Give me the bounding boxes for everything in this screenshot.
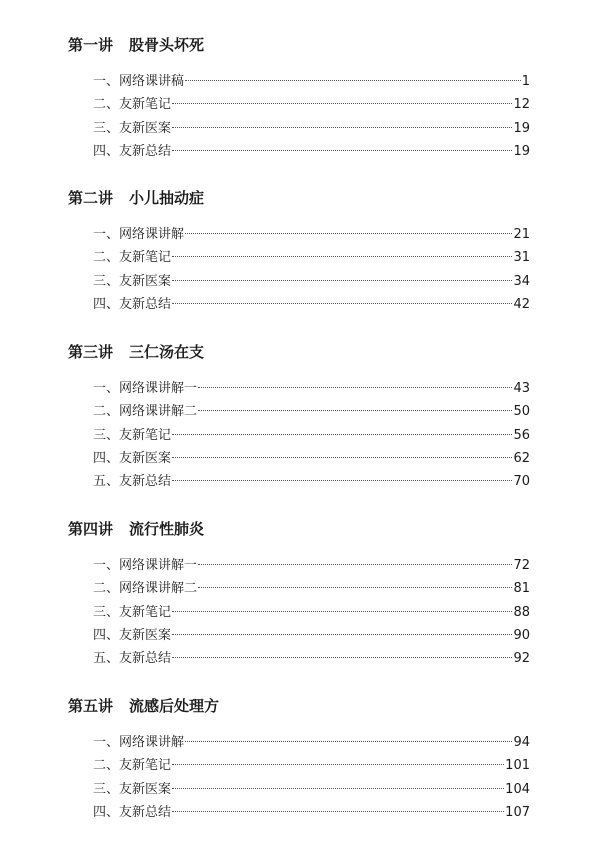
toc-entry-label: 一、网络课讲解一 <box>93 558 198 573</box>
dot-leader <box>172 764 504 765</box>
toc-entry[interactable] <box>93 601 530 624</box>
chapter-number: 第四讲 <box>68 520 114 538</box>
dot-leader <box>185 80 521 81</box>
dot-leader <box>172 788 504 789</box>
chapter-number: 第一讲 <box>68 36 114 54</box>
toc-entry-label: 一、网络课讲解一 <box>93 381 198 396</box>
dot-leader <box>172 256 512 257</box>
toc-entry-page: 72 <box>513 558 530 573</box>
dot-leader <box>198 410 512 411</box>
chapter-heading <box>68 187 530 209</box>
chapter-title: 股骨头坏死 <box>129 36 205 54</box>
toc-entry-page: 81 <box>513 581 530 597</box>
toc-entry-label: 四、友新总结 <box>93 143 172 159</box>
chapter-title: 小儿抽动症 <box>129 189 205 207</box>
dot-leader <box>172 480 512 481</box>
chapter-number: 第五讲 <box>68 697 114 715</box>
dot-leader <box>198 587 512 588</box>
toc-entry-label: 三、友新医案 <box>93 273 172 289</box>
toc-entry[interactable] <box>93 731 530 754</box>
dot-leader <box>198 564 512 565</box>
toc-entry-label: 一、网络课讲解 <box>93 227 185 242</box>
toc-entry-label: 二、友新笔记 <box>93 97 172 113</box>
dot-leader <box>172 434 512 435</box>
toc-entry-label: 四、友新总结 <box>93 804 172 820</box>
dot-leader <box>185 741 512 742</box>
chapter-4 <box>68 518 530 670</box>
dot-leader <box>185 233 512 234</box>
toc-entry[interactable] <box>93 223 530 246</box>
toc-entry-page: 88 <box>513 604 530 620</box>
chapter-2 <box>68 187 530 316</box>
toc-entry[interactable] <box>93 577 530 600</box>
toc-entry-page: 104 <box>505 781 530 797</box>
toc-entry-page: 1 <box>521 74 530 89</box>
chapter-heading <box>68 34 530 56</box>
toc-entry-page: 21 <box>513 227 530 242</box>
dot-leader <box>172 811 504 812</box>
toc-entry-label: 四、友新总结 <box>93 296 172 312</box>
chapter-number: 第二讲 <box>68 189 114 207</box>
chapter-3 <box>68 341 530 493</box>
toc-entry[interactable] <box>93 400 530 423</box>
toc-entry-page: 107 <box>505 804 530 820</box>
toc-entry[interactable] <box>93 293 530 316</box>
toc-entry-label: 三、友新医案 <box>93 781 172 797</box>
toc-entry-label: 二、友新笔记 <box>93 758 172 774</box>
toc-entry-page: 12 <box>513 97 530 113</box>
toc-entry-page: 92 <box>513 651 530 667</box>
toc-entry[interactable] <box>93 447 530 470</box>
toc-entry-page: 34 <box>513 273 530 289</box>
chapter-5 <box>68 695 530 824</box>
dot-leader <box>198 387 512 388</box>
dot-leader <box>172 611 512 612</box>
toc-entry-label: 一、网络课讲稿 <box>93 74 185 89</box>
dot-leader <box>172 280 512 281</box>
chapter-entries <box>68 70 530 163</box>
toc-entry-page: 90 <box>513 627 530 643</box>
toc-entry-label: 二、网络课讲解二 <box>93 581 198 597</box>
chapter-title: 流感后处理方 <box>129 697 220 715</box>
toc-entry-page: 19 <box>513 120 530 136</box>
toc-entry[interactable] <box>93 377 530 400</box>
toc-entry-label: 五、友新总结 <box>93 651 172 667</box>
chapter-entries <box>68 223 530 316</box>
dot-leader <box>172 303 512 304</box>
toc-entry-label: 四、友新医案 <box>93 627 172 643</box>
toc-entry-page: 101 <box>505 758 530 774</box>
dot-leader <box>172 127 512 128</box>
toc-entry-page: 31 <box>513 250 530 266</box>
toc-entry[interactable] <box>93 754 530 777</box>
toc-entry[interactable] <box>93 270 530 293</box>
toc-entry[interactable] <box>93 647 530 670</box>
toc-entry[interactable] <box>93 801 530 824</box>
chapter-number: 第三讲 <box>68 343 114 361</box>
toc-entry-page: 50 <box>513 404 530 420</box>
chapter-entries <box>68 377 530 493</box>
toc-entry-page: 56 <box>513 427 530 443</box>
toc-entry[interactable] <box>93 140 530 163</box>
toc-entry[interactable] <box>93 624 530 647</box>
toc-entry-page: 19 <box>513 143 530 159</box>
toc-entry[interactable] <box>93 554 530 577</box>
toc-entry-label: 三、友新医案 <box>93 120 172 136</box>
toc-entry-label: 三、友新笔记 <box>93 427 172 443</box>
dot-leader <box>172 457 512 458</box>
dot-leader <box>172 634 512 635</box>
toc-entry[interactable] <box>93 246 530 269</box>
toc-entry-label: 二、友新笔记 <box>93 250 172 266</box>
chapter-entries <box>68 554 530 670</box>
toc-entry[interactable] <box>93 117 530 140</box>
toc-entry-label: 四、友新医案 <box>93 450 172 466</box>
toc-entry-label: 三、友新笔记 <box>93 604 172 620</box>
toc-entry[interactable] <box>93 93 530 116</box>
toc-entry-label: 五、友新总结 <box>93 474 172 490</box>
toc-entry-page: 62 <box>513 450 530 466</box>
chapter-heading <box>68 518 530 540</box>
toc-entry-page: 94 <box>513 735 530 750</box>
chapter-1 <box>68 34 530 163</box>
chapter-title: 三仁汤在支 <box>129 343 205 361</box>
chapter-heading <box>68 695 530 717</box>
toc-entry[interactable] <box>93 778 530 801</box>
dot-leader <box>172 103 512 104</box>
toc-entry[interactable] <box>93 424 530 447</box>
dot-leader <box>172 657 512 658</box>
toc-entry[interactable] <box>93 70 530 93</box>
toc-entry-page: 70 <box>513 474 530 490</box>
chapter-heading <box>68 341 530 363</box>
toc-entry-label: 一、网络课讲解 <box>93 735 185 750</box>
chapter-entries <box>68 731 530 824</box>
chapter-title: 流行性肺炎 <box>129 520 205 538</box>
toc-entry-label: 二、网络课讲解二 <box>93 404 198 420</box>
toc-entry-page: 43 <box>513 381 530 396</box>
toc-entry-page: 42 <box>513 296 530 312</box>
toc-entry[interactable] <box>93 470 530 493</box>
dot-leader <box>172 150 512 151</box>
